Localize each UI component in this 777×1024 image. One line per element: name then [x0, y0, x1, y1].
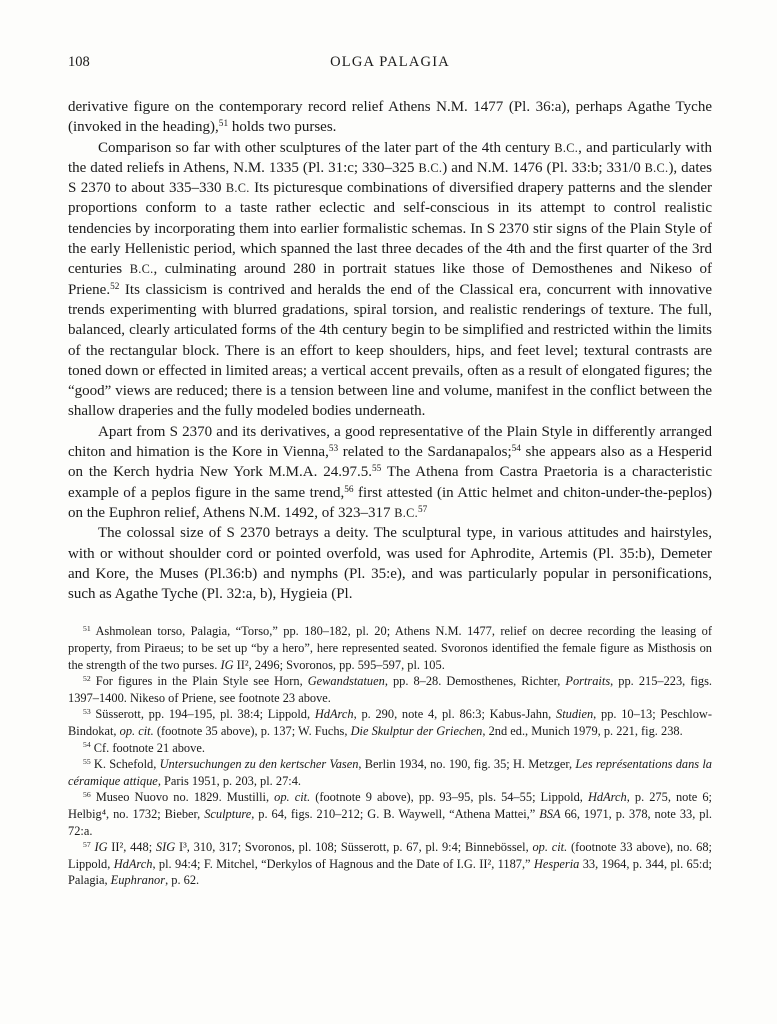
superscript-ref: 51 [83, 624, 91, 634]
superscript-ref: 54 [83, 740, 91, 750]
footnote: $^{56}$ Museo Nuovo no. 1829. Mustilli, op. cit. (footnote 9 above), pp. 93–95, pls. 54–55; Lippold, HdArch, p. 275, note 6; Helbig⁴, no. 1732; Bieber, Sculpture, p. 64, figs. 210–212; G. B. Waywell, “Athena Mattei,” BSA 66, 1971, p. 378, note 33, pl. 72:a. [68, 790, 712, 838]
body-paragraph: Apart from S 2370 and its derivatives, a good representative of the Plain Style in differently arranged chiton and himation is the Kore in Vienna,$^{53}$ related to the Sardanapalos;$^{54}$ she appears also as a Hesperid on the Kerch hydria New York M.M.A. 24.97.5.55 The Athena from Castra Praetoria is a characteristic example of a peplos figure in the same trend,$^{56}$ first attested (in Attic helmet and chiton-under-the-peplos) on the Euphron relief, Athens N.M. 1492, of 323–317 B.C.$^{57}$ [68, 423, 713, 521]
footnotes-block [68, 623, 712, 889]
running-head-title: OLGA PALAGIA [330, 54, 450, 70]
superscript-ref: 51 [218, 119, 229, 130]
footnote: $^{57}$ IG II², 448; SIG I³, 310, 317; Svoronos, pl. 108; Süsserott, p. 67, pl. 9:4; Binnebössel, op. cit. (footnote 33 above), no. 68; Lippold, HdArch, pl. 94:4; F. Mitchel, “Derkylos of Hagnous and the Date of I.G. II², 1187,” Hesperia 33, 1964, p. 344, pl. 65:d; Palagia, Euphranor, p. 62. [68, 839, 712, 888]
footnote: $^{55}$ K. Schefold, Untersuchungen zu den kertscher Vasen, Berlin 1934, no. 190, fig. 35; H. Metzger, Les représentations dans la céramique attique, Paris 1951, p. 203, pl. 27:4. [68, 756, 713, 788]
superscript-ref: 53 [328, 443, 339, 454]
running-header [68, 54, 712, 71]
footnote: $^{52}$ For figures in the Plain Style see Horn, Gewandstatuen, pp. 8–28. Demosthenes, Richter, Portraits, pp. 215–223, figs. 1397–1400. Nikeso of Priene, see footnote 23 above. [68, 673, 712, 705]
body-paragraph: Comparison so far with other sculptures of the later part of the 4th century B.C., and particularly with the dated reliefs in Athens, N.M. 1335 (Pl. 31:c; 330–325 B.C.) and N.M. 1476 (Pl. 33:b; 331/0 B.C.), dates S 2370 to about 335–330 B.C. Its picturesque combinations of diversified drapery patterns and the slender proportions conform to a taste rather eclectic and self-conscious in its attempt to control realistic tendencies by incorporating them into earlier formalistic schemas. In S 2370 stir signs of the Plain Style of the early Hellenistic period, which spanned the last three decades of the 4th and the first quarter of the 3rd centuries B.C., culminating around 280 in portrait statues like those of Demosthenes and Nikeso of Priene.$^{52}$ Its classicism is contrived and heralds the end of the Classical era, concurrent with innovative trends experimenting with blurred gradations, spiral torsion, and realistic renderings of texture. The full, balanced, clearly articulated forms of the 4th century begin to be simplified and restricted within the limits of the rectangular block. There is an effort to keep shoulders, hips, and feet level; textural contrasts are toned down or effected in limited areas; a vertical accent prevails, often as a result of elongated figures; the “good” views are reduced; there is a tension between line and volume, manifest in the conflict between the shallow draperies and the fully modeled bodies underneath. [68, 139, 713, 420]
footnote: $^{54}$ Cf. footnote 21 above. [83, 740, 205, 755]
superscript-ref: 52 [83, 673, 91, 683]
superscript-ref: 56 [83, 790, 91, 800]
body-paragraph: The colossal size of S 2370 betrays a deity. The sculptural type, in various attitudes and hairstyles, with or without shoulder cord or pointed overfold, was used for Aphrodite, Artemis (Pl. 35:b), Demeter and Kore, the Muses (Pl.36:b) and nymphs (Pl. 35:e), and was particularly popular in personifications, such as Agathe Tyche (Pl. 32:a, b), Hygieia (Pl. [68, 525, 712, 603]
superscript-ref: 57 [417, 504, 428, 515]
superscript-ref: 56 [344, 484, 354, 495]
superscript-ref: 55 [371, 464, 382, 475]
superscript-ref: 53 [83, 707, 91, 717]
body-text [68, 97, 712, 604]
superscript-ref: 54 [511, 443, 521, 454]
superscript-ref: 57 [83, 839, 91, 849]
superscript-ref: 55 [83, 756, 91, 766]
page-number: 108 [68, 54, 90, 70]
superscript-ref: 52 [110, 281, 120, 292]
footnote: $^{51}$ Ashmolean torso, Palagia, “Torso,” pp. 180–182, pl. 20; Athens N.M. 1477, relief on decree recording the leasing of property, from Piraeus; to be set up “by a hero”, here represented seated. Svoronos identified the female figure as Misthosis on the strength of the two purses. IG II², 2496; Svoronos, pp. 595–597, pl. 105. [68, 624, 712, 672]
footnote: $^{53}$ Süsserott, pp. 194–195, pl. 38:4; Lippold, HdArch, p. 290, note 4, pl. 86:3; Kabus-Jahn, Studien, pp. 10–13; Peschlow-Bindokat, op. cit. (footnote 35 above), p. 137; W. Fuchs, Die Skulptur der Griechen, 2nd ed., Munich 1979, p. 221, fig. 238. [68, 707, 712, 738]
body-paragraph: derivative figure on the contemporary record relief Athens N.M. 1477 (Pl. 36:a), perhaps Agathe Tyche (invoked in the heading),$^{51}$ holds two purses. [68, 99, 712, 136]
